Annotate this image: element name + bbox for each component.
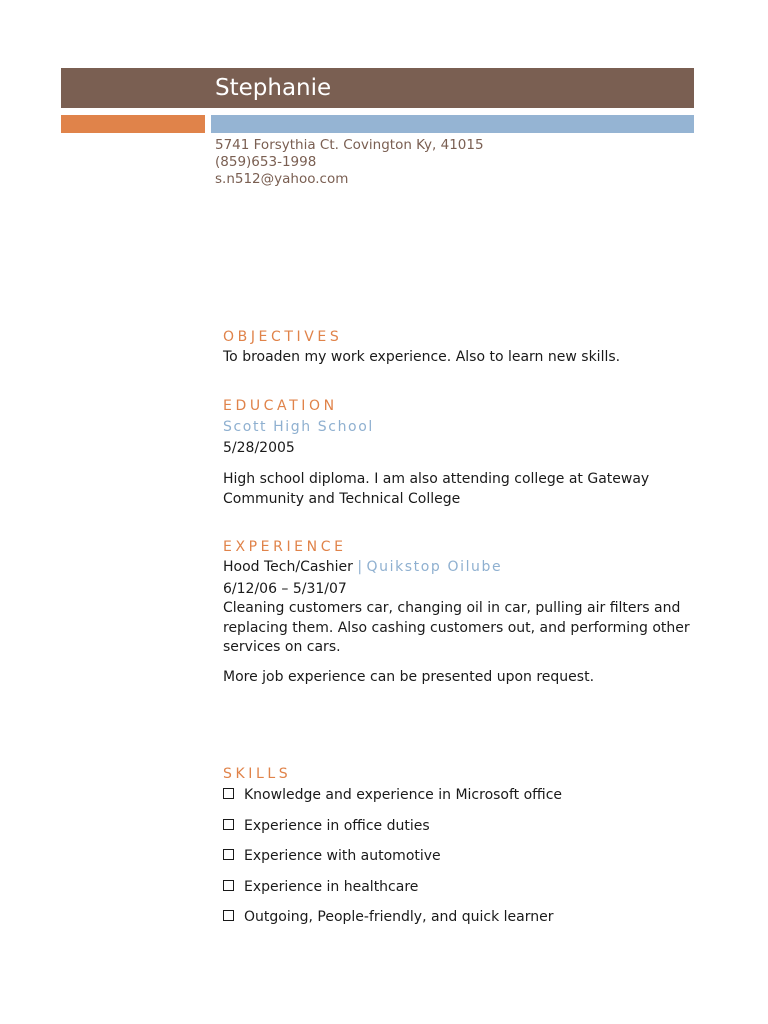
contact-info xyxy=(215,137,484,188)
header-bar xyxy=(61,68,694,108)
objectives-heading: OBJECTIVES xyxy=(223,329,343,345)
experience-description: Cleaning customers car, changing oil in car, pulling air filters and replacing them. Also cashing customers out, and performing other services on cars. xyxy=(223,600,690,655)
skill-item: Experience in office duties xyxy=(223,817,430,836)
checkbox-icon xyxy=(223,788,234,799)
experience-note: More job experience can be presented upon request. xyxy=(223,669,595,685)
experience-company: Quikstop Oilube xyxy=(366,559,503,575)
skill-item: Experience in healthcare xyxy=(223,878,418,897)
skill-item: Outgoing, People-friendly, and quick learner xyxy=(223,908,554,927)
education-heading: EDUCATION xyxy=(223,398,338,414)
checkbox-icon xyxy=(223,880,234,891)
education-school: Scott High School xyxy=(223,419,374,435)
checkbox-icon xyxy=(223,910,234,921)
checkbox-icon xyxy=(223,849,234,860)
experience-separator: | xyxy=(357,559,363,575)
education-description: High school diploma. I am also attending college at Gateway Community and Technical College xyxy=(223,471,650,507)
experience-heading: EXPERIENCE xyxy=(223,539,347,555)
education-date: 5/28/2005 xyxy=(223,440,295,456)
contact-email: s.n512@yahoo.com xyxy=(215,171,349,187)
contact-phone: (859)653-1998 xyxy=(215,154,317,170)
skill-item: Experience with automotive xyxy=(223,847,441,866)
experience-title-line xyxy=(223,558,693,578)
checkbox-icon xyxy=(223,819,234,830)
skill-item: Knowledge and experience in Microsoft office xyxy=(223,786,562,805)
accent-bar-blue xyxy=(211,115,694,133)
resume-name: Stephanie xyxy=(215,75,332,101)
experience-job-title: Hood Tech/Cashier xyxy=(223,559,353,575)
contact-address: 5741 Forsythia Ct. Covington Ky, 41015 xyxy=(215,137,484,153)
accent-bar-orange xyxy=(61,115,205,133)
objectives-text: To broaden my work experience. Also to learn new skills. xyxy=(223,349,621,365)
skills-heading: SKILLS xyxy=(223,766,292,782)
experience-dates: 6/12/06 – 5/31/07 xyxy=(223,581,347,597)
